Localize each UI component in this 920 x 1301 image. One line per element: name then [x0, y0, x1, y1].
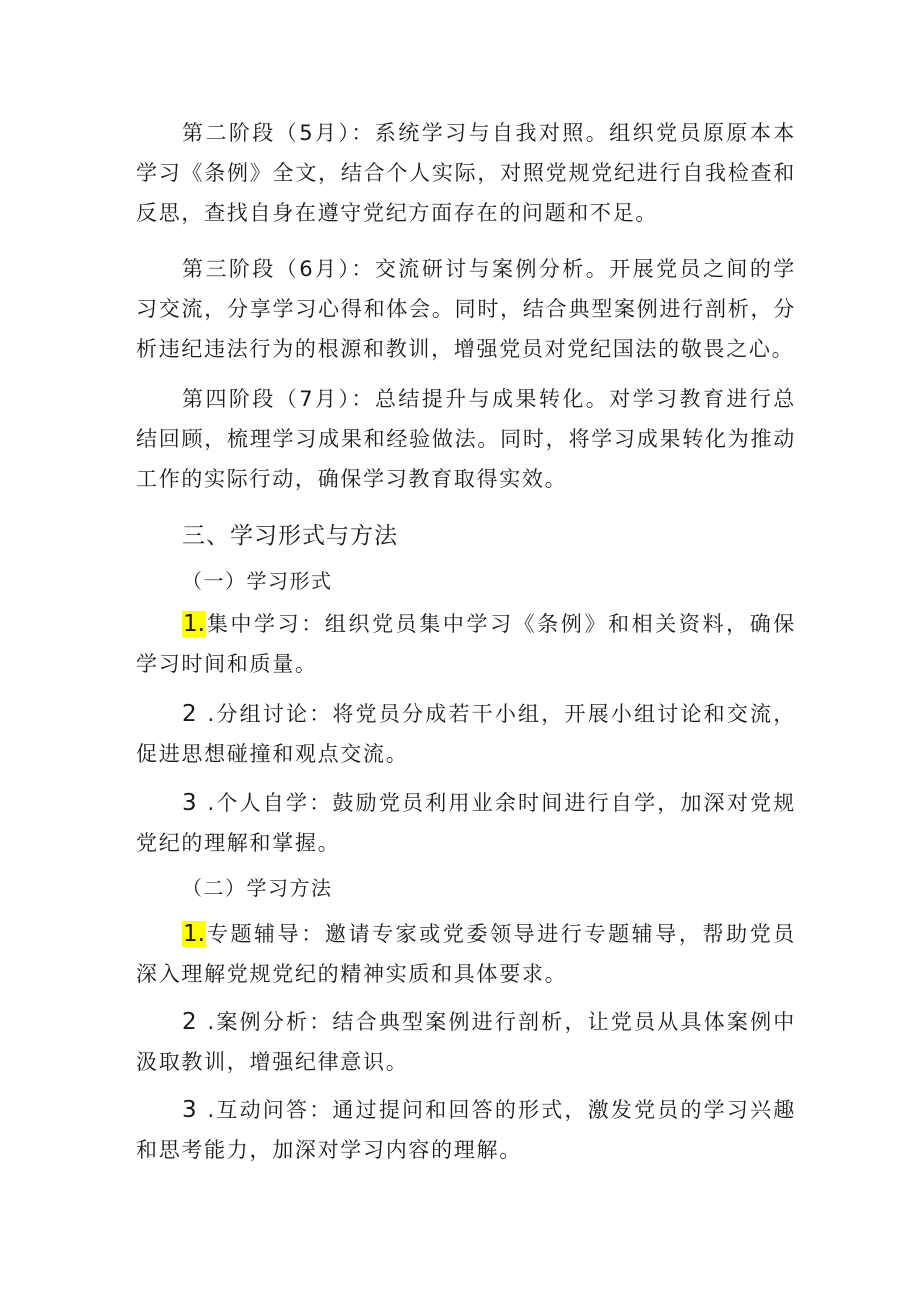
item-number: 3	[182, 1097, 199, 1123]
item-text: .分组讨论：将党员分成若干小组，开展小组讨论和交流，促进思想碰撞和观点交流。	[136, 702, 796, 766]
item-text: .个人自学：鼓励党员利用业余时间进行自学，加深对党规党纪的理解和掌握。	[136, 791, 796, 855]
item-text: 专题辅导：邀请专家或党委领导进行专题辅导，帮助党员深入理解党规党纪的精神实质和具体要求。	[136, 922, 796, 986]
subsection-heading-methods: （二）学习方法	[182, 876, 333, 900]
list-item	[136, 914, 796, 994]
list-item	[136, 783, 796, 863]
list-item	[136, 1090, 796, 1170]
section-heading: 三、学习形式与方法	[182, 523, 398, 549]
subsection-heading-forms: （一）学习形式	[182, 569, 333, 593]
list-item	[136, 604, 796, 684]
item-number: 1.	[183, 921, 205, 947]
item-text: .案例分析：结合典型案例进行剖析，让党员从具体案例中汲取教训，增强纪律意识。	[136, 1010, 796, 1074]
paragraph-stage-3: 第三阶段（6月）：交流研讨与案例分析。开展党员之间的学习交流，分享学习心得和体会。同时，结合典型案例进行剖析，分析违纪违法行为的根源和教训，增强党员对党纪国法的敬畏之心。	[136, 257, 796, 361]
item-number: 3	[182, 790, 199, 816]
item-text: .互动问答：通过提问和回答的形式，激发党员的学习兴趣和思考能力，加深对学习内容的理解。	[136, 1098, 796, 1162]
item-text: 集中学习：组织党员集中学习《条例》和相关资料，确保学习时间和质量。	[136, 612, 796, 676]
list-item	[136, 694, 796, 774]
item-number: 2	[182, 701, 199, 727]
paragraph-stage-2: 第二阶段（5月）：系统学习与自我对照。组织党员原原本本学习《条例》全文，结合个人实际，对照党规党纪进行自我检查和反思，查找自身在遵守党纪方面存在的问题和不足。	[136, 121, 796, 225]
item-number: 1.	[183, 611, 205, 637]
list-item	[136, 1002, 796, 1082]
paragraph-stage-4: 第四阶段（7月）：总结提升与成果转化。对学习教育进行总结回顾，梳理学习成果和经验做法。同时，将学习成果转化为推动工作的实际行动，确保学习教育取得实效。	[136, 387, 796, 491]
item-number: 2	[182, 1009, 199, 1035]
